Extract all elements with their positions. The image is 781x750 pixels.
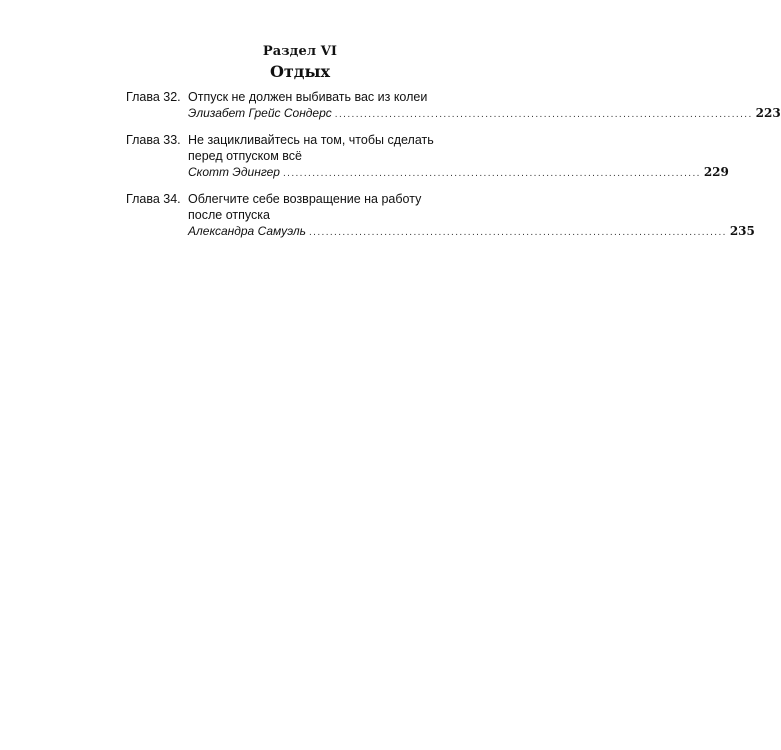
section-header	[0, 44, 600, 82]
chapter-title: Облегчите себе возвращение на работу	[188, 192, 422, 206]
dot-leader: ....................................................................................................	[334, 109, 753, 120]
chapter-author: Элизабет Грейс Сондерс	[188, 106, 332, 120]
dot-leader: ....................................................................................................	[308, 227, 727, 238]
page-number: 235	[729, 224, 755, 238]
dot-leader: ....................................................................................................	[282, 168, 701, 179]
chapter-body	[188, 132, 729, 182]
toc-entry[interactable]	[126, 132, 729, 182]
chapter-title-continued: после отпуска	[188, 208, 270, 222]
chapter-title: Отпуск не должен выбивать вас из колеи	[188, 90, 428, 104]
section-label: Раздел VI	[262, 44, 338, 59]
author-line	[188, 223, 755, 241]
chapter-body	[188, 191, 755, 241]
toc-entry[interactable]	[126, 89, 781, 123]
author-line	[188, 164, 729, 182]
chapter-title-continued: перед отпуском всё	[188, 149, 302, 163]
chapter-number: Глава 34.	[126, 192, 181, 206]
page-number: 229	[703, 165, 729, 179]
toc-entry[interactable]	[126, 191, 755, 241]
chapter-author: Скотт Эдингер	[188, 165, 280, 179]
chapter-number: Глава 33.	[126, 133, 181, 147]
chapter-number: Глава 32.	[126, 90, 181, 104]
chapter-body	[188, 89, 781, 123]
author-line	[188, 105, 781, 123]
table-of-contents	[126, 89, 781, 250]
chapter-title: Не зацикливайтесь на том, чтобы сделать	[188, 133, 434, 147]
chapter-author: Александра Самуэль	[188, 224, 306, 238]
section-title: Отдых	[269, 62, 331, 81]
page-number: 223	[755, 106, 781, 120]
